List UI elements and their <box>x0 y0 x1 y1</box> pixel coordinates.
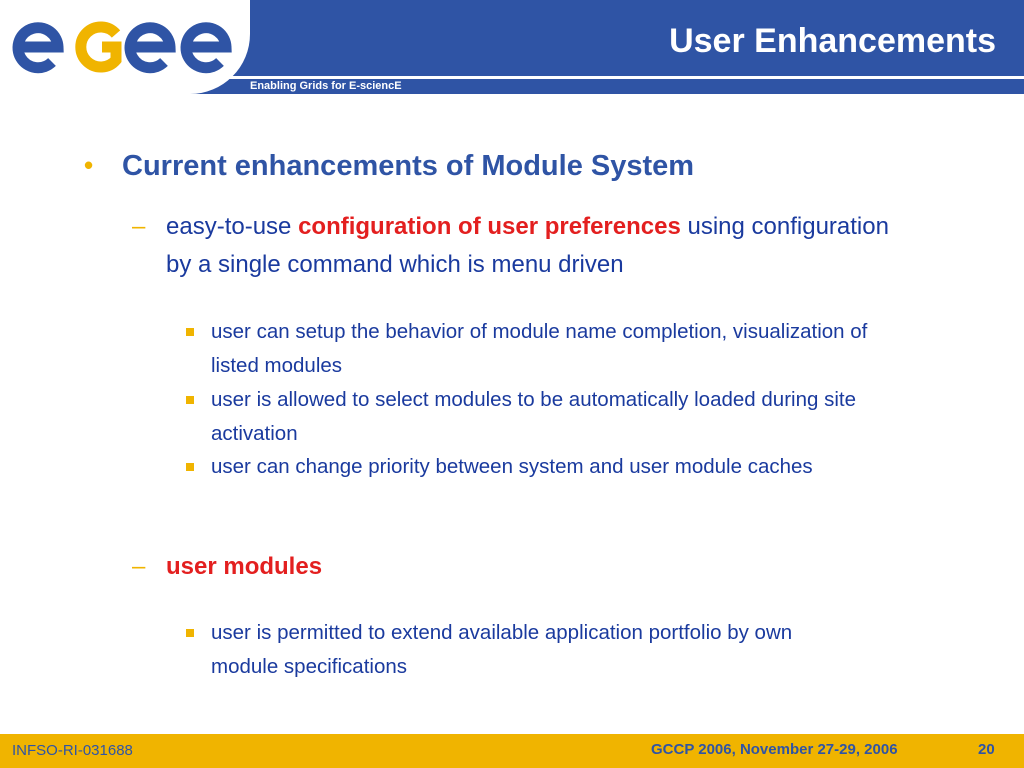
bullet-dot-icon: • <box>84 150 94 180</box>
event-label: GCCP 2006, November 27-29, 2006 <box>651 741 898 758</box>
highlight-user-modules: user modules <box>166 553 323 580</box>
highlight-config: configuration of user preferences <box>298 213 681 240</box>
project-id: INFSO-RI-031688 <box>12 742 133 759</box>
square-bullet-icon <box>186 629 194 637</box>
dash-icon: – <box>132 553 146 580</box>
slide-footer <box>0 734 1024 768</box>
bullet-main-text: Current enhancements of Module System <box>122 150 695 182</box>
square-bullet-icon <box>186 328 194 336</box>
slide-title: User Enhancements <box>669 22 996 60</box>
subbullet-config-text: easy-to-use configuration of user preferences using configuration by a single command which is menu driven <box>166 213 889 278</box>
square-bullet-icon <box>186 396 194 404</box>
egee-logo <box>12 12 238 82</box>
page-number: 20 <box>978 741 995 758</box>
logo-panel <box>0 0 250 94</box>
dash-icon: – <box>132 213 146 240</box>
square-bullet-icon <box>186 463 194 471</box>
slide-header <box>0 0 1024 95</box>
header-tagline: Enabling Grids for E-sciencE <box>250 80 402 92</box>
